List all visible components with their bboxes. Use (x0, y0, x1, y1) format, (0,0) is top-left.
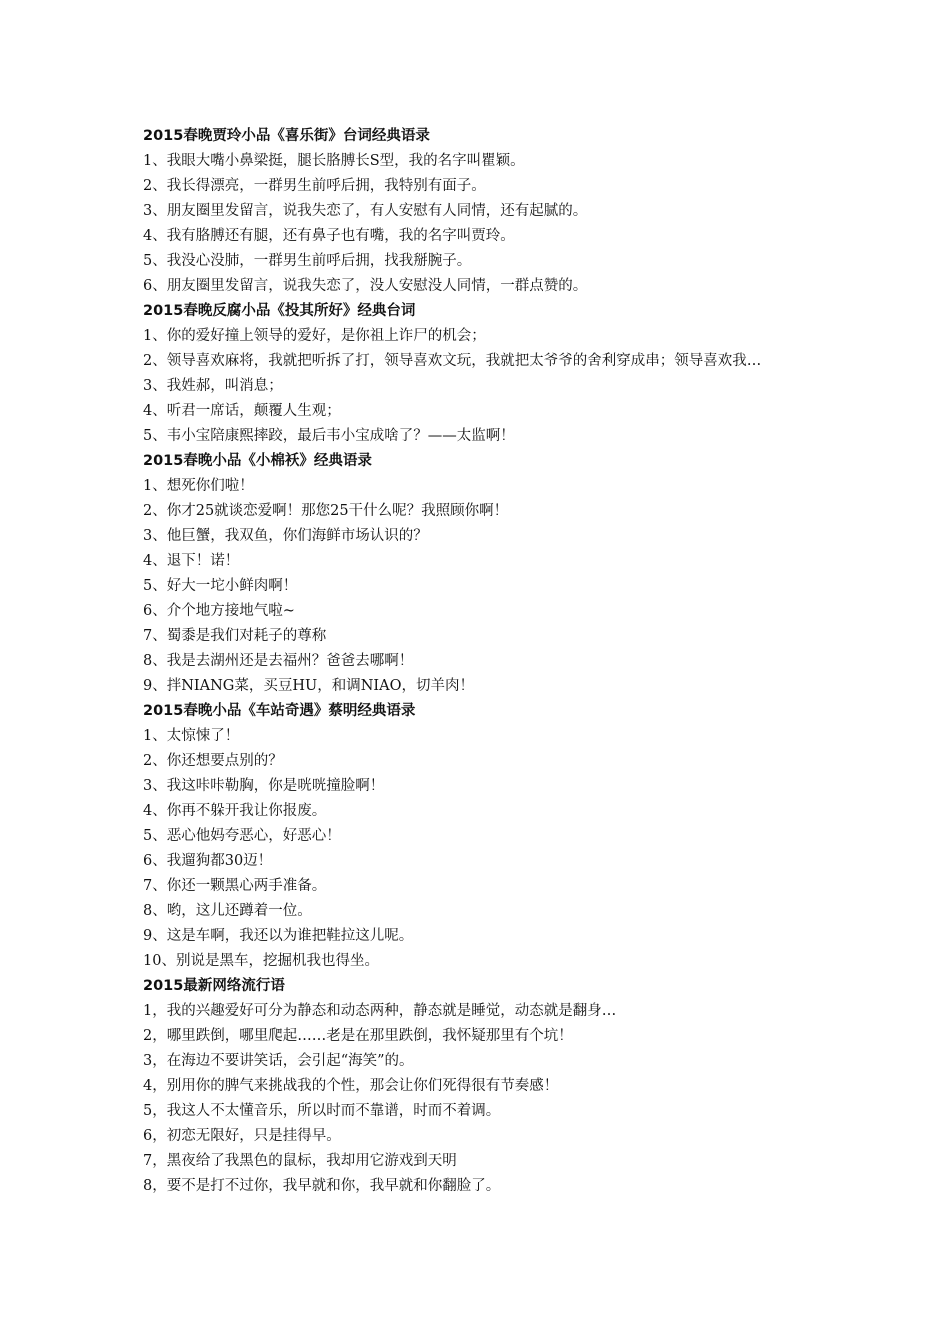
quote-line: 4、退下！诺！ (143, 553, 240, 569)
section-touqisuohao (143, 299, 823, 449)
quote-line: 4、我有胳膊还有腿，还有鼻子也有嘴，我的名字叫贾玲。 (143, 228, 515, 244)
quote-line: 2、你才25就谈恋爱啊！那您25干什么呢？我照顾你啊！ (143, 503, 509, 519)
quote-line: 10、别说是黑车，挖掘机我也得坐。 (143, 953, 379, 969)
quote-line: 5、我没心没肺，一群男生前呼后拥，找我掰腕子。 (143, 253, 472, 269)
section-xiaomianao (143, 449, 823, 699)
quote-line: 2、我长得漂亮，一群男生前呼后拥，我特别有面子。 (143, 178, 486, 194)
quote-line: 3、朋友圈里发留言，说我失恋了，有人安慰有人同情，还有起腻的。 (143, 203, 588, 219)
quote-line: 5，我这人不太懂音乐，所以时而不靠谱，时而不着调。 (143, 1103, 501, 1119)
quote-line: 3，在海边不要讲笑话，会引起“海笑”的。 (143, 1053, 414, 1069)
quote-line: 7、你还一颗黑心两手准备。 (143, 878, 327, 894)
quote-line: 6、我遛狗都30迈！ (143, 853, 273, 869)
quote-line: 9、这是车啊，我还以为谁把鞋拉这儿呢。 (143, 928, 414, 944)
section-xilejie (143, 124, 823, 299)
quote-line: 8、我是去湖州还是去福州？爸爸去哪啊！ (143, 653, 414, 669)
section-heading: 2015春晚贾玲小品《喜乐街》台词经典语录 (143, 128, 430, 144)
quote-line: 3、他巨蟹，我双鱼，你们海鲜市场认识的？ (143, 528, 428, 544)
section-heading: 2015春晚小品《车站奇遇》蔡明经典语录 (143, 703, 416, 719)
quote-line: 4、听君一席话，颠覆人生观； (143, 403, 341, 419)
quote-line: 1、想死你们啦！ (143, 478, 254, 494)
document-page (143, 124, 823, 1199)
quote-line: 3、我这咔咔勒胸，你是咣咣撞脸啊！ (143, 778, 385, 794)
quote-line: 2、你还想要点别的？ (143, 753, 283, 769)
quote-line: 9、拌NIANG菜，买豆HU，和调NIAO，切羊肉！ (143, 678, 475, 694)
quote-line: 4、你再不躲开我让你报废。 (143, 803, 327, 819)
quote-line: 5、韦小宝陪康熙摔跤，最后韦小宝成啥了？——太监啊！ (143, 428, 515, 444)
section-heading: 2015最新网络流行语 (143, 978, 285, 994)
quote-line: 1、太惊悚了！ (143, 728, 240, 744)
quote-line: 5、恶心他妈夸恶心，好恶心！ (143, 828, 341, 844)
section-heading: 2015春晚反腐小品《投其所好》经典台词 (143, 303, 416, 319)
section-internet-slang (143, 974, 823, 1199)
quote-line: 1、你的爱好撞上领导的爱好，是你祖上诈尸的机会； (143, 328, 486, 344)
quote-line: 2、领导喜欢麻将，我就把听拆了打，领导喜欢文玩，我就把太爷爷的舍利穿成串；领导喜欢我… (143, 353, 762, 369)
quote-line: 6、朋友圈里发留言，说我失恋了，没人安慰没人同情，一群点赞的。 (143, 278, 588, 294)
quote-line: 1、我眼大嘴小鼻梁挺，腿长胳膊长S型，我的名字叫瞿颖。 (143, 153, 525, 169)
section-chezhanqiyu (143, 699, 823, 974)
quote-line: 2，哪里跌倒，哪里爬起……老是在那里跌倒，我怀疑那里有个坑！ (143, 1028, 573, 1044)
quote-line: 3、我姓郝，叫消息； (143, 378, 283, 394)
quote-line: 7、蜀黍是我们对耗子的尊称 (143, 628, 327, 644)
quote-line: 6、介个地方接地气啦~ (143, 603, 295, 619)
quote-line: 8、哟，这儿还蹲着一位。 (143, 903, 312, 919)
quote-line: 6，初恋无限好，只是挂得早。 (143, 1128, 341, 1144)
quote-line: 5、好大一坨小鲜肉啊！ (143, 578, 298, 594)
section-heading: 2015春晚小品《小棉袄》经典语录 (143, 453, 372, 469)
quote-line: 7，黑夜给了我黑色的鼠标，我却用它游戏到天明 (143, 1153, 457, 1169)
quote-line: 8，要不是打不过你，我早就和你，我早就和你翻脸了。 (143, 1178, 501, 1194)
quote-line: 1，我的兴趣爱好可分为静态和动态两种，静态就是睡觉，动态就是翻身… (143, 1003, 617, 1019)
quote-line: 4，别用你的脾气来挑战我的个性，那会让你们死得很有节奏感！ (143, 1078, 559, 1094)
